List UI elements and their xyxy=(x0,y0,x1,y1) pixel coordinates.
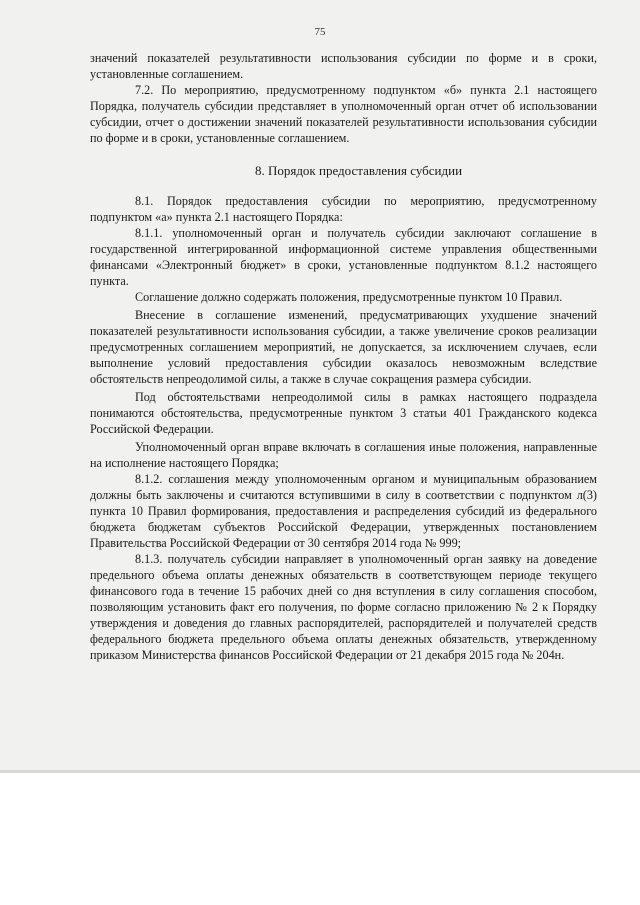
paragraph-agreement-changes: Внесение в соглашение изменений, предусматривающих ухудшение значений показателей результативности использования субсидии, а также увеличение сроков реализации предусмотренных соглашением мероприятий, не допускается, за исключением случаев, если выполнение условий предоставления субсидии оказалось невозможным вследствие обстоятельств непреодолимой силы, а также в случае сокращения размера субсидии. xyxy=(90,308,597,386)
paragraph-8-1: 8.1. Порядок предоставления субсидии по мероприятию, предусмотренному подпунктом «а» пункта 2.1 настоящего Порядка: xyxy=(90,194,597,224)
paragraph-8-1-2: 8.1.2. соглашения между уполномоченным органом и муниципальным образованием должны быть заключены и считаются вступившими в силу в соответствии с подпунктом л(3) пункта 10 Правил формирования, предоставления и распределения субсидий из федерального бюджета бюджетам субъектов Российской Федерации, утвержденных постановлением Правительства Российской Федерации от 30 сентября 2014 года № 999; xyxy=(90,472,597,550)
page-number: 75 xyxy=(314,26,326,38)
paragraph-8-1-1: 8.1.1. уполномоченный орган и получатель субсидии заключают соглашение в государственной интегрированной информационной системе управления общественными финансами «Электронный бюджет» в сроки, установленные подпунктом 8.1.2 настоящего пункта. xyxy=(90,226,597,288)
paragraph-7-2: 7.2. По мероприятию, предусмотренному подпунктом «б» пункта 2.1 настоящего Порядка, получатель субсидии представляет в уполномоченный орган отчет об использовании субсидии, отчет о достижении значений показателей результативности использования субсидии по форме и в сроки, установленные соглашением. xyxy=(90,83,597,145)
paragraph-force-majeure: Под обстоятельствами непреодолимой силы в рамках настоящего подраздела понимаются обстоятельства, предусмотренные пунктом 3 статьи 401 Гражданского кодекса Российской Федерации. xyxy=(90,390,597,436)
paragraph-8-1-3: 8.1.3. получатель субсидии направляет в уполномоченный орган заявку на доведение предельного объема оплаты денежных обязательств в соответствующем периоде текущего финансового года в течение 15 рабочих дней со дня вступления в силу соглашения способом, позволяющим установить факт его получения, по форме согласно приложению № 2 к Порядку утверждения и доведения до главных распорядителей, распорядителей и получателей средств федерального бюджета предельного объема оплаты денежных обязательств, утвержденному приказом Министерства финансов Российской Федерации от 21 декабря 2015 года № 204н. xyxy=(90,552,597,662)
paragraph-other-provisions: Уполномоченный орган вправе включать в соглашения иные положения, направленные на исполнение настоящего Порядка; xyxy=(90,440,597,470)
section-heading: 8. Порядок предоставления субсидии xyxy=(254,163,463,178)
paragraph-continuation: значений показателей результативности использования субсидии по форме и в сроки, установленные соглашением. xyxy=(90,51,597,81)
paragraph-agreement-content: Соглашение должно содержать положения, предусмотренные пунктом 10 Правил. xyxy=(135,290,563,304)
document-body xyxy=(90,50,597,663)
scan-bottom-edge xyxy=(0,770,640,773)
